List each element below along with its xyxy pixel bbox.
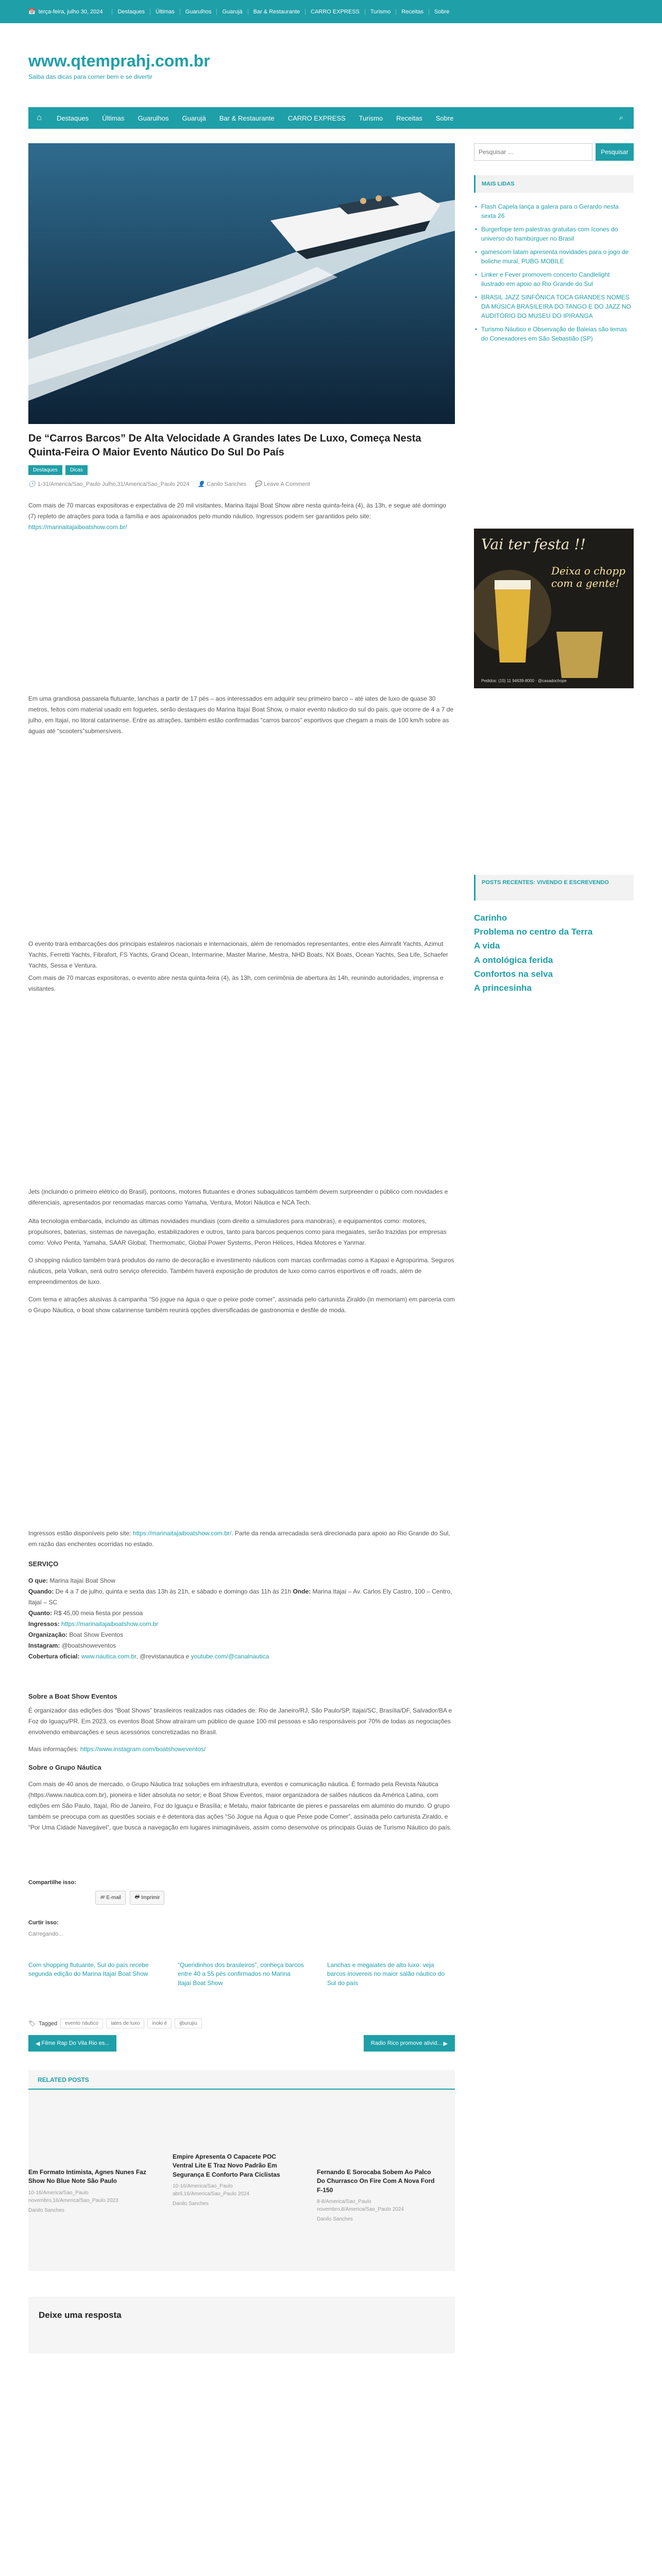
mais-lidas-item-3[interactable]: • gamescom latam apresenta novidades para o jogo de boliche mural, PUBG MOBILE <box>474 245 634 268</box>
related-post-1-date: 10-16/America/Sao_Paulo novembro,16/America/Sao_Paulo 2023 <box>28 2190 118 2204</box>
home-icon[interactable]: ⌂ <box>37 113 42 122</box>
reply-title: Deixe uma resposta <box>39 2310 122 2320</box>
clock-icon: 🕒 <box>28 481 36 487</box>
banner-small: Pedidos: (15) 11 94639-8000 · @casadochope <box>481 679 567 683</box>
share-email-button[interactable]: ✉ E-mail <box>95 1891 126 1905</box>
top-link-bar[interactable]: Bar & Restaurante <box>248 9 305 15</box>
service-when: Quando: De 4 a 7 de julho, quinta e sexta das 13h às 21h, e sábado e domingo das 11h às 21h Onde: Marina Itajaí – Av. Carlos Ely Castro, 100 – Centro, Itajaí – SC <box>28 1588 452 1606</box>
post-author[interactable]: 👤 Canilo Sanches <box>197 481 247 487</box>
tickets-post: . Parte da renda arrecadada será direcionada para apoio ao Rio Grande do Sul, em razão das enchentes ocorridas no estado. <box>28 1530 450 1548</box>
mais-lidas-item-6[interactable]: • Turismo Náutico e Observação de Baleias são temas do Conexadores em São Sebastião (SP) <box>474 323 634 345</box>
mais-lidas-item-1[interactable]: • Flash Capela lança a galera para o Gerardo nesta sexta 26 <box>474 200 634 223</box>
category-dicas[interactable]: Dicas <box>65 465 88 475</box>
post-comments[interactable]: 💬 Leave A Comment <box>254 481 310 487</box>
about-heading: Sobre a Boat Show Eventos <box>28 1692 117 1700</box>
like-label: Curtir isso: <box>28 1920 59 1926</box>
tag-icon: 🏷 <box>28 2021 36 2027</box>
service-instagram: Instagram: @boatshoweventos <box>28 1642 116 1649</box>
top-link-guaruja[interactable]: Guarujá <box>216 9 247 15</box>
top-link-sobre[interactable]: Sobre <box>429 9 454 15</box>
share-print-button[interactable]: 🖶 Imprimir <box>130 1891 165 1905</box>
nav-bar-restaurante[interactable]: Bar & Restaurante <box>219 114 275 122</box>
paragraph-5: Jets (incluindo o primeiro elétrico do Brasil), pontoons, motores flutuantes e drones subaquáticos também devem surpreender o público com novidades e diferenciais, apresentados por renomadas marcas como Yamaha, Ventura, Motori Náutica e NCA Tech. <box>28 1188 448 1206</box>
related-post-1[interactable] <box>28 2168 152 2213</box>
service-block <box>28 1575 455 1662</box>
email-icon: ✉ <box>100 1895 105 1901</box>
top-date <box>28 8 103 15</box>
nav-turismo[interactable]: Turismo <box>359 114 383 122</box>
mais-lidas-item-4[interactable]: • Linker e Fever promovem concerto Candlelight ilustrado em apoio ao Rio Grande do Sul <box>474 268 634 291</box>
recent-posts-header <box>474 875 634 901</box>
intro-link[interactable]: https://marinaitajaiboatshow.com.br/ <box>28 523 127 531</box>
intro-text: Com mais de 70 marcas expositoras e expectativa de 20 mil visitantes, Marina Itajaí Boat Show abre nesta quinta-feira (4), às 13h, e segue até domingo (7) repleto de atrações para toda a família e aos apaixonados pelo mundo náutico. Ingressos podem ser garantidos pelo site: <box>28 502 447 520</box>
tags-label: Tagged <box>38 2020 58 2027</box>
share-buttons <box>95 1891 164 1905</box>
tag-1[interactable]: evento náutico <box>60 2019 103 2028</box>
paragraph-tickets <box>28 1528 455 1550</box>
post-tags <box>28 2019 202 2028</box>
recent-posts-list <box>474 911 634 995</box>
mais-lidas-header <box>474 175 634 193</box>
top-link-turismo[interactable]: Turismo <box>365 9 396 15</box>
tag-4[interactable]: ijburujiu <box>175 2019 201 2028</box>
recent-post-1[interactable]: Carinho <box>474 913 507 923</box>
more-info: Mais informações: https://www.instagram.com/boatshoweventos/ <box>28 1745 206 1753</box>
recent-post-5[interactable]: Confortos na selva <box>474 969 553 979</box>
related-post-2[interactable] <box>173 2153 296 2207</box>
mais-lidas-item-2[interactable]: • Burgerfope tem palestras gratuitas com ícones do universo do hambúrguer no Brasil <box>474 223 634 245</box>
sidebar-search-input[interactable] <box>474 143 592 161</box>
like-loading: Carregando... <box>28 1931 63 1937</box>
related-post-2-date: 10-16/America/Sao_Paulo abril,16/America/Sao_Paulo 2024 <box>173 2183 249 2197</box>
inline-related-3[interactable]: Lanchas e megaiates de alto luxo: veja barcos inovereis no maior salão náutico do Sul do país <box>327 1961 445 1987</box>
post-categories <box>28 465 88 475</box>
banner-headline: Vai ter festa !! <box>481 536 586 553</box>
site-title[interactable]: www.qtemprahj.com.br <box>28 52 210 70</box>
top-link-receitas[interactable]: Receitas <box>396 9 429 15</box>
top-date-text: terça-feira, julho 30, 2024 <box>38 8 103 15</box>
related-posts-title: RELATED POSTS <box>38 2076 89 2083</box>
share-label: Compartilhe isso: <box>28 1879 76 1886</box>
service-tickets: Ingressos: https://marinaitajaiboatshow.com.br <box>28 1620 159 1628</box>
nav-destaques[interactable]: Destaques <box>57 114 89 122</box>
tickets-link[interactable]: https://marinaitajaiboatshow.com.br/ <box>132 1530 232 1537</box>
mais-lidas-title: MAIS LIDAS <box>482 181 515 187</box>
paragraph-6: Alta tecnologia embarcada, incluindo as últimas novidades mundiais (com direito a simuladores para manobras), e equipamentos como: motores, propulsores, baterias, sistemas de navegação, estabilizadores e outros, tanto para barcos pequenos como para megaiates, serão trazidas por empresas como: Volvo Penta, Yamaha, SAAR Global, Thermomatic, Global Power Systems, Peron Hélices, Hidea Motores e Yanmar. <box>28 1217 447 1246</box>
related-post-1-author: Danilo Sanches <box>28 2207 65 2213</box>
paragraph-intro <box>28 500 455 533</box>
next-post-button[interactable]: Radio Rico promove ativid... ▶ <box>364 2035 455 2052</box>
recent-post-2[interactable]: Problema no centro da Terra <box>474 927 593 937</box>
top-link-guarulhos[interactable]: Guarulhos <box>180 9 217 15</box>
prev-post-button[interactable]: ◀ Filme Rap Do Vila Rio es... <box>28 2035 116 2052</box>
nav-receitas[interactable]: Receitas <box>396 114 422 122</box>
main-nav <box>28 107 634 129</box>
user-icon: 👤 <box>197 481 205 487</box>
post-date[interactable]: 🕒 1-31/America/Sao_Paulo Julho,31/America/Sao_Paulo 2024 <box>28 481 190 487</box>
grupo-heading: Sobre o Grupo Náutica <box>28 1764 101 1771</box>
recent-post-6[interactable]: A princesinha <box>474 982 532 993</box>
inline-related-1[interactable]: Com shopping flutuante, Sul do país recebe segunda edição do Marina Itajaí Boat Show <box>28 1961 149 1978</box>
printer-icon: 🖶 <box>134 1894 140 1900</box>
tickets-pre: Ingressos estão disponíveis pelo site: <box>28 1530 133 1537</box>
paragraph-3: O evento trará embarcações dos principais estaleiros nacionais e internacionais, além de renomados representantes, entre eles Aimrafit Yachts, Azimut Yachts, Ferretti Yachts, Fibrafort, FS Yachts, Grand Ocean, Intermarine, Master Marine, Mestra, NHD Boats, NX Boats, Ocean Yachts, Sea Life, Schaefer Yachts, Sessa e Ventura. <box>28 940 448 969</box>
related-post-1-title[interactable]: Em Formato Intimista, Agnes Nunes Faz Show No Blue Note São Paulo <box>28 2168 146 2185</box>
related-post-2-title[interactable]: Empire Apresenta O Capacete POC Ventral Lite E Traz Novo Padrão Em Segurança E Conforto Para Ciclistas <box>173 2153 280 2178</box>
coverage-link-1[interactable]: www.nautica.com.br <box>81 1653 137 1660</box>
coverage-link-2[interactable]: youtube.com/@canalnautica <box>191 1653 269 1660</box>
post-title: De “Carros Barcos” De Alta Velocidade A Grandes Iates De Luxo, Começa Nesta Quinta-Feira O Maior Evento Náutico Do Sul Do País <box>28 433 421 458</box>
arrow-left-icon: ◀ <box>36 2040 42 2047</box>
service-heading: SERVIÇO <box>28 1560 59 1568</box>
related-post-3-author: Danilo Sanches <box>317 2216 353 2223</box>
recent-post-3[interactable]: A vida <box>474 941 500 951</box>
related-posts-header <box>28 2070 455 2090</box>
top-bar <box>0 0 662 23</box>
inline-related <box>28 1961 455 1988</box>
related-posts <box>28 2070 455 2271</box>
post-meta <box>28 481 310 487</box>
about-text: É organizador das edições dos “Boat Shows” brasileiros realizados nas cidades de: Rio de Janeiro/RJ, São Paulo/SP, Itajaí/SC, Brasília/DF, Salvador/BA e Foz do Iguaçu/PR. Em 2023, os eventos Boat Show atraíram um público de quase 100 mil pessoas e são responsáveis por 70% de todas as negociações envolvendo embarcações e seus acessórios concretizadas no Brasil. <box>28 1707 452 1736</box>
service-tickets-link[interactable]: https://marinaitajaiboatshow.com.br <box>61 1620 159 1628</box>
paragraph-4: Com mais de 70 marcas expositoras, o evento abre nesta quinta-feira (4), às 13h, com cerimônia de abertura às 14h, reunindo autoridades, imprensa e visitantes. <box>28 974 444 992</box>
inline-related-2[interactable]: “Queridinhos dos brasileiros”, conheça barcos entre 40 a 55 pés confirmados no Marina Itajaí Boat Show <box>178 1961 304 1987</box>
nav-guaruja[interactable]: Guarujá <box>182 114 206 122</box>
related-post-3[interactable] <box>317 2168 440 2222</box>
service-coverage: Cobertura oficial: www.nautica.com.br, @revistanautica e youtube.com/@canalnautica <box>28 1653 269 1660</box>
related-post-3-title[interactable]: Fernando E Sorocaba Sobem Ao Palco Do Churrasco On Fire Com A Nova Ford F-150 <box>317 2168 435 2194</box>
mais-lidas-list <box>474 200 634 345</box>
boat-illustration <box>28 143 455 424</box>
arrow-right-icon: ▶ <box>442 2040 448 2047</box>
search-icon[interactable]: ⌕ <box>619 113 623 122</box>
mais-lidas-item-5[interactable]: • BRASIL JAZZ SINFÔNICA TOCA GRANDES NOMES DA MÚSICA BRASILEIRA DO TANGO E DO JAZZ NO AUDITÓRIO DO MUSEU DO IPIRANGA <box>474 291 634 323</box>
tag-3[interactable]: inoki é <box>147 2019 172 2028</box>
top-link-ultimas[interactable]: Últimas <box>150 9 180 15</box>
service-org: Organização: Boat Show Eventos <box>28 1631 124 1638</box>
featured-image-boat <box>28 143 455 424</box>
reply-section <box>28 2297 455 2353</box>
site-description: Saiba das dicas para comer bem e se divertir <box>28 73 152 80</box>
service-what: O que: Marina Itajaí Boat Show <box>28 1577 115 1584</box>
top-link-destaques[interactable]: Destaques <box>112 9 150 15</box>
calendar-icon: 📅 <box>28 9 36 15</box>
related-post-3-date: 8-8/America/Sao_Paulo novembro,8/America/Sao_Paulo 2024 <box>317 2199 404 2213</box>
promo-banner[interactable] <box>474 529 634 688</box>
recent-post-4[interactable]: A ontológica ferida <box>474 955 553 965</box>
service-price: Quanto: R$ 45,00 meia fiesta por pessoa <box>28 1609 143 1617</box>
top-link-carro[interactable]: CARRO EXPRESS <box>305 9 365 15</box>
related-post-2-author: Danilo Sanches <box>173 2201 209 2207</box>
nav-ultimas[interactable]: Últimas <box>102 114 125 122</box>
category-destaques[interactable]: Destaques <box>28 465 62 475</box>
paragraph-8: Com tema e atrações alusivas à campanha “Só jogue na água o que o peixe pode comer”, assinada pelo cartunista Ziraldo (in memoriam) em parceria com o Grupo Náutica, o boat show catarinense também reunirá opções diversificadas de gastronomia e desfile de moda. <box>28 1296 455 1314</box>
nav-guarulhos[interactable]: Guarulhos <box>138 114 169 122</box>
more-info-link[interactable]: https://www.instagram.com/boatshoweventos/ <box>80 1745 206 1753</box>
paragraph-2: Em uma grandiosa passarela flutuante, lanchas a partir de 17 pés – aos interessados em adquirir seu primeiro barco – até iates de luxo de quase 30 metros, feitos com material usado em foguetes, serão destaques do Marina Itajaí Boat Show, o maior evento náutico do sul do país, que ocorre de 4 a 7 de julho, em Itajaí, no litoral catarinense. Entre as atrações, também estão confirmadas “carros barcos” esportivos que chegam a mais de 100 km/h sobre as águas até “scooters”submersíveis. <box>28 695 454 735</box>
nav-carro-express[interactable]: CARRO EXPRESS <box>287 114 346 122</box>
banner-text: Deixa o chopp com a gente! <box>551 565 625 589</box>
recent-posts-title: POSTS RECENTES: VIVENDO E ESCREVENDO <box>482 879 609 886</box>
paragraph-7: O shopping náutico também trará produtos do ramo de decoração e investimento náuticos com marcas confirmadas como a Kapaxi e Agropúrima. Seguros náuticos, pela Volkan, será outro serviço oferecido. Também haverá exposição de produtos de luxo como carros esportivos e off roads, além de empreendimentos de luxo. <box>28 1257 454 1285</box>
tag-2[interactable]: iates de luxo <box>106 2019 144 2028</box>
nav-sobre[interactable]: Sobre <box>435 114 454 122</box>
comment-icon: 💬 <box>254 481 262 487</box>
grupo-text: Com mais de 40 anos de mercado, o Grupo Náutica traz soluções em infraestrutura, eventos e comunicação náutica. É formado pela Revista Náutica (https://www.nautica.com.br), pioneira e líder absoluta no setor; e Boat Show Eventos, maior organizadora de salões náuticos da América Latina, com edições em São Paulo, Itajaí, Rio de Janeiro, Foz do Iguaçu e Brasília; e Metalu, maior fabricante de pieres e passarelas em alumínio do mundo. O grupo também se preocupa com as questões sociais e é detentora das ações “Só Jogue na Água o que Peixe pode Comer”, assinada pelo cartunista Ziraldo, e “Por Uma Cidade Navegável”, que busca a navegação em lugares inimagináveis, assim como desenvolve os principais Guias de Turismo Náutico do país. <box>28 1781 452 1831</box>
sidebar-search-button[interactable]: Pesquisar <box>596 143 634 161</box>
